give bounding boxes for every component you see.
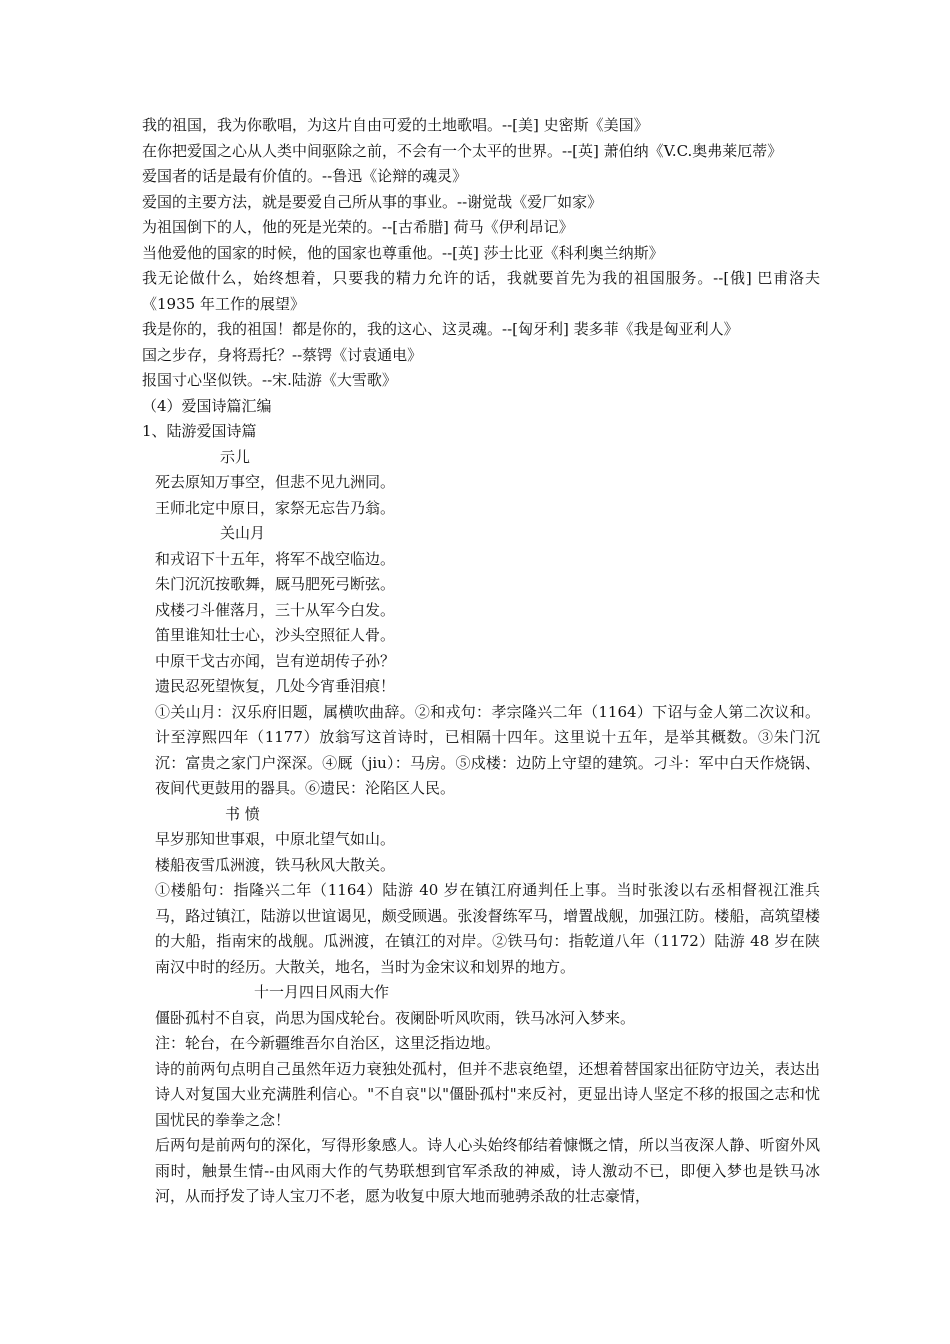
poem-title: 十一月四日风雨大作 [254, 983, 390, 1001]
poem-line: 早岁那知世事艰，中原北望气如山。 [155, 830, 396, 848]
poem-line: 笛里谁知壮士心，沙头空照征人骨。 [155, 626, 396, 644]
poem-title: 关山月 [220, 524, 266, 542]
quote-line: 当他爱他的国家的时候，他的国家也尊重他。--[英] 莎士比亚《科利奥兰纳斯》 [142, 243, 664, 262]
poem-title: 示儿 [220, 447, 251, 466]
poem-line: 遗民忍死望恢复，几处今宵垂泪痕！ [155, 677, 396, 695]
quote-line: 国之步存，身将焉托？--蔡锷《讨袁通电》 [142, 345, 423, 364]
poem-note: ①楼船句：指隆兴二年（1164）陆游 40 岁在镇江府通判任上事。当时张浚以右丞相督视江淮兵马，路过镇江，陆游以世谊谒见，颇受顾遇。张浚督练军马，增置战舰，加强江防。楼船，高筑望楼的大船，指南宋的战舰。瓜洲渡，在镇江的对岸。②铁马句：指乾道八年（1172）陆游 48 岁在陕南汉中时的经历。大散关，地名，当时为金宋议和划界的地方。 [155, 881, 820, 976]
poem-line: 戍楼刁斗催落月，三十从军今白发。 [155, 600, 396, 619]
poem-line: 楼船夜雪瓜洲渡，铁马秋风大散关。 [155, 855, 396, 874]
poem-line: 王师北定中原日，家祭无忘告乃翁。 [155, 498, 396, 517]
quote-line: 我是你的，我的祖国！都是你的，我的这心、这灵魂。--[匈牙利] 裴多菲《我是匈亚利人》 [142, 320, 739, 338]
subsection-heading: 1、陆游爱国诗篇 [142, 422, 257, 440]
poem-line: 和戎诏下十五年，将军不战空临边。 [155, 549, 396, 568]
quote-line: 为祖国倒下的人，他的死是光荣的。--[古希腊] 荷马《伊利昂记》 [142, 218, 574, 236]
quote-line: 爱国的主要方法，就是要爱自己所从事的事业。--谢觉哉《爱厂如家》 [142, 192, 603, 211]
poem-line: 僵卧孤村不自哀，尚思为国戍轮台。夜阑卧听风吹雨，铁马冰河入梦来。 [155, 1008, 636, 1027]
quote-line: 我的祖国，我为你歌唱，为这片自由可爱的土地歌唱。--[美] 史密斯《美国》 [142, 116, 649, 134]
poem-line: 中原干戈古亦闻，岂有逆胡传子孙？ [155, 651, 396, 670]
poem-note: ①关山月：汉乐府旧题，属横吹曲辞。②和戎句：孝宗隆兴二年（1164）下诏与金人第二次议和。计至淳熙四年（1177）放翁写这首诗时，已相隔十四年。这里说十五年，是举其概数。③朱门沉沉：富贵之家门户深深。④厩（jiu）：马房。⑤戍楼：边防上守望的建筑。刁斗：军中白天作烧锅、夜间代更鼓用的器具。⑥遗民：沦陷区人民。 [155, 702, 820, 797]
commentary-paragraph: 后两句是前两句的深化，写得形象感人。诗人心头始终郁结着慷慨之情，所以当夜深人静、听窗外风雨时，触景生情--由风雨大作的气势联想到官军杀敌的神威，诗人激动不已，即便入梦也是铁马冰河，从而抒发了诗人宝刀不老，愿为收复中原大地而驰骋杀敌的壮志豪情， [155, 1136, 820, 1205]
quote-line: 爱国者的话是最有价值的。--鲁迅《论辩的魂灵》 [142, 167, 468, 185]
quote-line: 我无论做什么，始终想着，只要我的精力允许的话，我就要首先为我的祖国服务。--[俄] 巴甫洛夫《1935 年工作的展望》 [142, 269, 820, 313]
poem-line: 朱门沉沉按歌舞，厩马肥死弓断弦。 [155, 575, 396, 593]
poem-note: 注：轮台，在今新疆维吾尔自治区，这里泛指边地。 [155, 1034, 501, 1052]
section-heading: （4）爱国诗篇汇编 [142, 396, 272, 415]
quote-line: 报国寸心坚似铁。--宋.陆游《大雪歌》 [142, 371, 397, 389]
commentary-paragraph: 诗的前两句点明自己虽然年迈力衰独处孤村，但并不悲哀绝望，还想着替国家出征防守边关，表达出诗人对复国大业充满胜利信心。"不自哀"以"僵卧孤村"来反衬，更显出诗人坚定不移的报国之志和忧国忧民的拳拳之念！ [155, 1059, 820, 1129]
poem-title: 书 愤 [225, 804, 260, 823]
poem-line: 死去原知万事空，但悲不见九洲同。 [155, 473, 396, 491]
quote-line: 在你把爱国之心从人类中间驱除之前，不会有一个太平的世界。--[英] 萧伯纳《V.C.奥弗莱厄蒂》 [142, 141, 783, 160]
